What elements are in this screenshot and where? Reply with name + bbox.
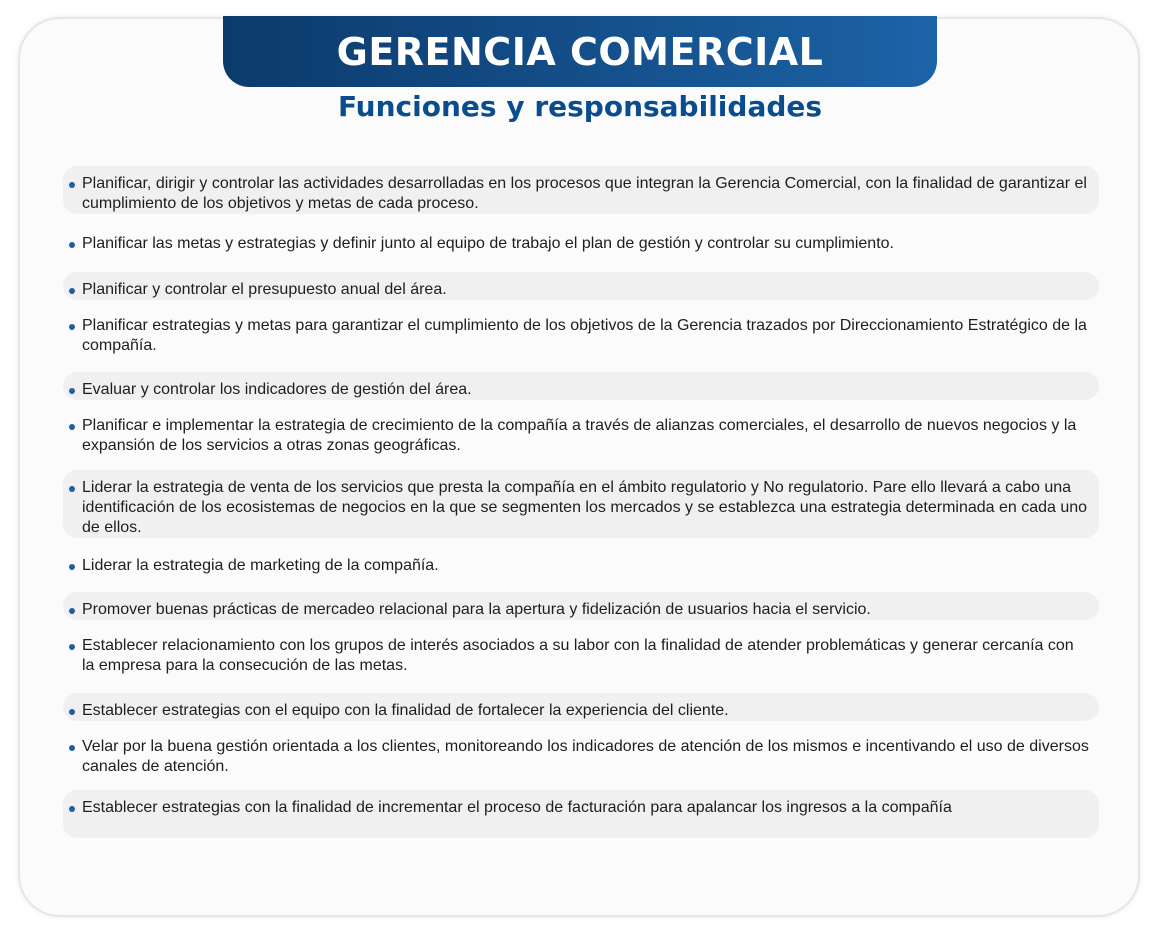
list-item bbox=[63, 272, 1099, 300]
bullet-icon bbox=[69, 242, 75, 248]
list-item-text: Establecer estrategias con el equipo con la finalidad de fortalecer la experiencia del cliente. bbox=[82, 702, 729, 719]
bullet-icon bbox=[69, 745, 75, 751]
list-item bbox=[63, 308, 1099, 356]
list-item bbox=[63, 372, 1099, 400]
bullet-icon bbox=[69, 709, 75, 715]
list-item-text: Evaluar y controlar los indicadores de gestión del área. bbox=[82, 381, 472, 398]
list-item-text: Planificar las metas y estrategias y definir junto al equipo de trabajo el plan de gestión y controlar su cumplimiento. bbox=[82, 235, 894, 252]
list-item-text: Establecer estrategias con la finalidad de incrementar el proceso de facturación para apalancar los ingresos a la compañía bbox=[82, 799, 952, 816]
list-item-text: Promover buenas prácticas de mercadeo relacional para la apertura y fidelización de usuarios hacia el servicio. bbox=[82, 601, 871, 618]
list-item bbox=[63, 592, 1099, 620]
list-item bbox=[63, 790, 1099, 838]
bullet-icon bbox=[69, 644, 75, 650]
bullet-icon bbox=[69, 324, 75, 330]
list-item bbox=[63, 408, 1099, 456]
list-item-text: Planificar estrategias y metas para garantizar el cumplimiento de los objetivos de la Gerencia trazados por Direccionamiento Estratégico de la compañía. bbox=[82, 317, 1087, 354]
list-item bbox=[63, 729, 1099, 777]
bullet-icon bbox=[69, 806, 75, 812]
list-item bbox=[63, 166, 1099, 214]
page-subtitle: Funciones y responsabilidades bbox=[337, 90, 823, 123]
list-item-text: Planificar, dirigir y controlar las actividades desarrolladas en los procesos que integran la Gerencia Comercial, con la finalidad de garantizar el cumplimiento de los objetivos y metas de cada proceso. bbox=[82, 175, 1087, 212]
bullet-icon bbox=[69, 486, 75, 492]
list-item bbox=[63, 226, 1099, 254]
page-title: GERENCIA COMERCIAL bbox=[336, 29, 824, 74]
bullet-icon bbox=[69, 288, 75, 294]
bullet-icon bbox=[69, 424, 75, 430]
title-banner bbox=[223, 16, 937, 87]
bullet-icon bbox=[69, 388, 75, 394]
list-item-text: Liderar la estrategia de marketing de la compañía. bbox=[82, 557, 439, 574]
list-item-text: Planificar y controlar el presupuesto anual del área. bbox=[82, 281, 447, 298]
list-item bbox=[63, 548, 1099, 576]
list-item-text: Liderar la estrategia de venta de los servicios que presta la compañía en el ámbito regulatorio y No regulatorio. Pare ello llevará a cabo una identificación de los ecosistemas de negocios en la que se segmenten los mercados y se establezca una estrategia determinada en cada uno de ellos. bbox=[82, 479, 1088, 536]
bullet-icon bbox=[69, 182, 75, 188]
list-item bbox=[63, 693, 1099, 721]
bullet-icon bbox=[69, 608, 75, 614]
list-item bbox=[63, 628, 1099, 676]
list-item-text: Velar por la buena gestión orientada a los clientes, monitoreando los indicadores de atención de los mismos e incentivando el uso de diversos canales de atención. bbox=[82, 738, 1089, 775]
list-item-text: Establecer relacionamiento con los grupos de interés asociados a su labor con la finalidad de atender problemáticas y generar cercanía con la empresa para la consecución de las metas. bbox=[82, 637, 1074, 674]
content-card bbox=[18, 17, 1140, 917]
bullet-icon bbox=[69, 564, 75, 570]
list-item bbox=[63, 470, 1099, 538]
list-item-text: Planificar e implementar la estrategia de crecimiento de la compañía a través de alianzas comerciales, el desarrollo de nuevos negocios y la expansión de los servicios a otras zonas geográficas. bbox=[82, 417, 1077, 454]
